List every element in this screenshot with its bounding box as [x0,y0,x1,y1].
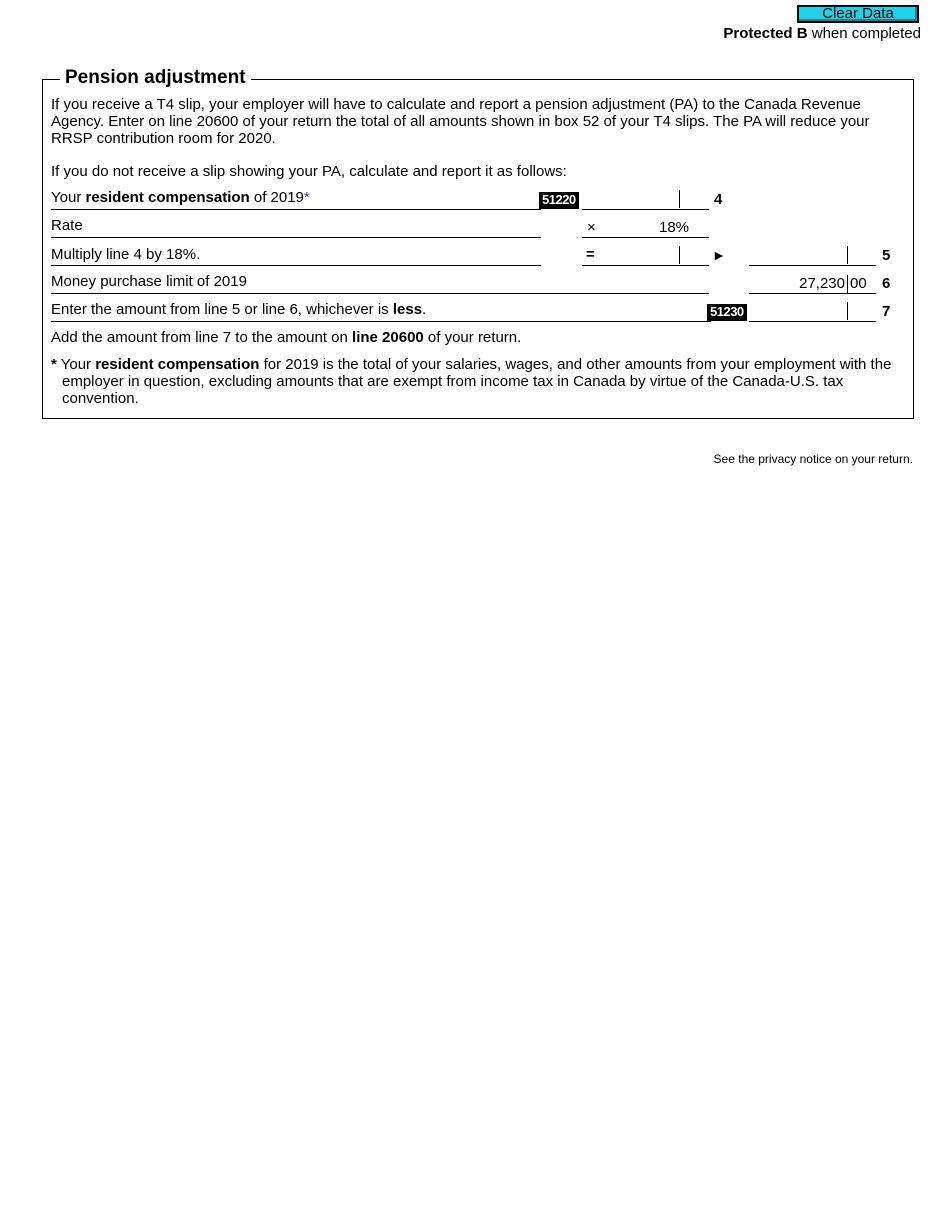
intro-paragraph: If you receive a T4 slip, your employer will have to calculate and report a pension adjustment (PA) to the Canada Revenue Agency. Enter on line 20600 of your return the total of all amounts shown in box 52 of your T4 slips. The PA will reduce your RRSP contribution room for 2020. [51,96,870,147]
line-5-number: 5 [882,247,891,264]
line-6-underline [749,293,876,294]
line-6-separator [847,275,848,293]
line-7-label-pre: Enter the amount from line 5 or line 6, whichever is [51,301,393,318]
protected-notice [723,25,921,42]
line-5-calc-underline [582,265,709,266]
line-5-underline [749,265,876,266]
line-7-label-post: . [422,301,427,318]
line-7-amount-input[interactable] [751,302,847,320]
add-instruction-bold: line 20600 [352,329,424,346]
add-instruction-post: of your return. [423,329,522,346]
line-4-amount-input[interactable] [582,190,679,208]
line-6-cents: 00 [850,275,867,292]
line-7-number: 7 [882,303,891,320]
footnote-bold: resident compensation [95,356,260,373]
footnote-pre: Your [56,356,96,373]
rate-underline [582,237,709,238]
line-4-leader [51,209,541,210]
line-4-label-pre: Your [51,189,86,206]
line-7-leader [51,321,711,322]
protected-suffix: when completed [807,25,921,42]
clear-data-button[interactable]: Clear Data [797,5,919,23]
line-4-field-underline [582,209,709,210]
line-7-cents-input[interactable] [848,302,876,320]
line-5-leader [51,265,541,266]
add-instruction [51,329,521,347]
privacy-notice: See the privacy notice on your return. [713,452,913,466]
line-5-amount-input[interactable] [749,246,847,264]
line-5-cents-input[interactable] [848,246,876,264]
footnote [51,356,892,407]
line-5-calc-input[interactable] [600,246,679,264]
line-6-value: 27,230 [799,275,845,292]
rate-leader [51,237,541,238]
rate-value: 18% [659,219,690,236]
line-7-underline [749,321,876,322]
rate-label: Rate [51,217,83,234]
line-5-calc-cents-input[interactable] [680,246,708,264]
multiply-sign: × [587,219,596,236]
footnote-star: * [51,356,57,373]
line-6-leader [51,293,709,294]
line-5-label: Multiply line 4 by 18%. [51,246,201,263]
line-4-label [51,189,310,207]
line-6-number: 6 [882,275,891,292]
line-4-cents-input[interactable] [680,190,708,208]
line-7-label-bold: less [392,301,423,318]
add-instruction-pre: Add the amount from line 7 to the amount on [51,329,353,346]
line-7-label [51,301,426,319]
line-4-label-post: of 2019 [249,189,304,206]
line-7-code: 51230 [707,304,747,321]
protected-label: Protected B [723,25,808,42]
line-6-label: Money purchase limit of 2019 [51,273,247,290]
arrow-icon: ► [712,247,726,263]
line-4-code: 51220 [539,192,579,209]
section-title: Pension adjustment [60,67,251,89]
line-4-number: 4 [714,191,723,208]
intro-paragraph-2: If you do not receive a slip showing your PA, calculate and report it as follows: [51,163,567,180]
footnote-ref: * [303,189,310,206]
line-4-label-bold: resident compensation [85,189,250,206]
footnote-text: for 2019 is the total of your salaries, wages, and other amounts from your employment with the employer in question, excluding amounts that are exempt from income tax in Canada by virtue of the Canada-U.S. tax convention. [62,356,892,407]
equals-sign: = [586,246,595,263]
